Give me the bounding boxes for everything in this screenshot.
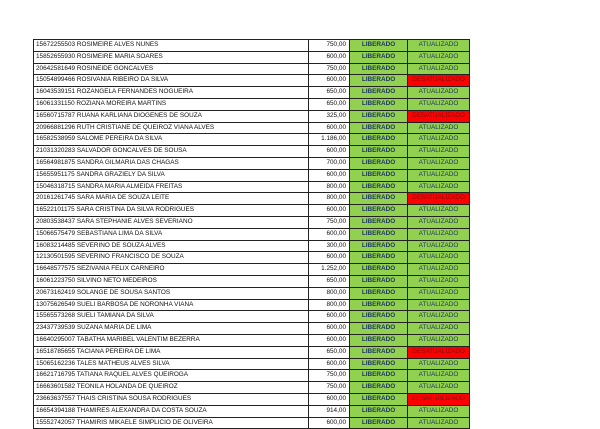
name-cell[interactable]: 16518785655 TACIANA PEREIRA DE LIMA [34, 346, 309, 358]
value-cell[interactable]: 600,00 [309, 122, 350, 134]
status-cell[interactable]: LIBERADO [350, 311, 408, 323]
name-cell[interactable]: 16654394188 THAMIRES ALEXANDRA DA COSTA SOUZA [34, 405, 309, 417]
name-cell[interactable]: 16640295007 TABATHA MARIBEL VALENTIM BEZERRA [34, 334, 309, 346]
value-cell[interactable]: 600,00 [309, 393, 350, 405]
table-row [34, 157, 470, 169]
table-row [34, 146, 470, 158]
name-cell[interactable]: 16621716795 TATIANA RAQUEL ALVES QUEIROGA [34, 370, 309, 382]
value-cell[interactable]: 600,00 [309, 323, 350, 335]
status-cell[interactable]: LIBERADO [350, 275, 408, 287]
status-cell[interactable]: LIBERADO [350, 299, 408, 311]
name-cell[interactable]: 21031320283 SALVADOR GONCALVES DE SOUSA [34, 146, 309, 158]
update-status-cell[interactable]: ATUALIZADO [408, 240, 470, 252]
status-cell[interactable]: LIBERADO [350, 98, 408, 110]
table-row [34, 87, 470, 99]
name-cell[interactable]: 16522101175 SARA CRISTINA DA SILVA RODRIGUES [34, 205, 309, 217]
value-cell[interactable]: 914,00 [309, 405, 350, 417]
status-cell[interactable]: LIBERADO [350, 346, 408, 358]
value-cell[interactable]: 600,00 [309, 311, 350, 323]
status-cell[interactable]: LIBERADO [350, 134, 408, 146]
value-cell[interactable]: 600,00 [309, 169, 350, 181]
update-status-cell[interactable]: DESATUALIZADO [408, 75, 470, 87]
table-row [34, 264, 470, 276]
update-status-cell[interactable]: ATUALIZADO [408, 299, 470, 311]
name-cell[interactable]: 16648577575 SEZIVANIA FELIX CARNEIRO [34, 264, 309, 276]
value-cell[interactable]: 600,00 [309, 358, 350, 370]
value-cell[interactable]: 600,00 [309, 417, 350, 429]
status-cell[interactable]: LIBERADO [350, 40, 408, 52]
table-row [34, 252, 470, 264]
table-row [34, 299, 470, 311]
value-cell[interactable]: 600,00 [309, 75, 350, 87]
name-cell[interactable]: 20161261745 SARA MARIA DE SOUZA LEITE [34, 193, 309, 205]
table-row [34, 216, 470, 228]
update-status-cell[interactable]: ATUALIZADO [408, 382, 470, 394]
name-cell[interactable]: 15065162236 TALES MATHEUS ALVES SILVA [34, 358, 309, 370]
status-cell[interactable]: LIBERADO [350, 393, 408, 405]
status-cell[interactable]: LIBERADO [350, 405, 408, 417]
table-row [34, 63, 470, 75]
status-cell[interactable]: LIBERADO [350, 193, 408, 205]
value-cell[interactable]: 300,00 [309, 240, 350, 252]
update-status-cell[interactable]: ATUALIZADO [408, 287, 470, 299]
update-status-cell[interactable]: ATUALIZADO [408, 98, 470, 110]
name-cell[interactable]: 20673162419 SOLANGE DE SOUSA SANTOS [34, 287, 309, 299]
update-status-cell[interactable]: ATUALIZADO [408, 323, 470, 335]
table-row [34, 323, 470, 335]
name-cell[interactable]: 15066575479 SEBASTIANA LIMA DA SILVA [34, 228, 309, 240]
update-status-cell[interactable]: ATUALIZADO [408, 51, 470, 63]
table-row [34, 98, 470, 110]
table-row [34, 275, 470, 287]
table-row [34, 193, 470, 205]
table-row [34, 334, 470, 346]
name-cell[interactable]: 15552742057 THAMIRIS MIKAELE SIMPLICIO DE OLIVEIRA [34, 417, 309, 429]
value-cell[interactable]: 1.252,00 [309, 264, 350, 276]
name-cell[interactable]: 12130501595 SEVERINO FRANCISCO DE SOUZA [34, 252, 309, 264]
update-status-cell[interactable]: ATUALIZADO [408, 405, 470, 417]
name-cell[interactable]: 15046318715 SANDRA MARIA ALMEIDA FREITAS [34, 181, 309, 193]
update-status-cell[interactable]: ATUALIZADO [408, 252, 470, 264]
name-cell[interactable]: 15672255503 ROSIMEIRE ALVES NUNES [34, 40, 309, 52]
value-cell[interactable]: 325,00 [309, 110, 350, 122]
status-cell[interactable]: LIBERADO [350, 417, 408, 429]
table-row [34, 287, 470, 299]
update-status-cell[interactable]: ATUALIZADO [408, 417, 470, 429]
update-status-cell[interactable]: ATUALIZADO [408, 334, 470, 346]
table-row [34, 370, 470, 382]
table-row [34, 393, 470, 405]
status-cell[interactable]: LIBERADO [350, 240, 408, 252]
name-cell[interactable]: 15852655930 ROSIMEIRE MARIA SOARES [34, 51, 309, 63]
status-cell[interactable]: LIBERADO [350, 63, 408, 75]
table-row [34, 181, 470, 193]
name-cell[interactable]: 23437739539 SUZANA MARIA DE LIMA [34, 323, 309, 335]
update-status-cell[interactable]: DESATUALIZADO [408, 193, 470, 205]
status-cell[interactable]: LIBERADO [350, 334, 408, 346]
table-row [34, 240, 470, 252]
table-row [34, 40, 470, 52]
table-row [34, 51, 470, 63]
table-row [34, 134, 470, 146]
status-cell[interactable]: LIBERADO [350, 228, 408, 240]
status-cell[interactable]: LIBERADO [350, 169, 408, 181]
spreadsheet-body [34, 40, 470, 429]
update-status-cell[interactable]: ATUALIZADO [408, 370, 470, 382]
update-status-cell[interactable]: ATUALIZADO [408, 87, 470, 99]
update-status-cell[interactable]: ATUALIZADO [408, 134, 470, 146]
table-row [34, 122, 470, 134]
table-row [34, 311, 470, 323]
update-status-cell[interactable]: ATUALIZADO [408, 169, 470, 181]
status-cell[interactable]: LIBERADO [350, 75, 408, 87]
spreadsheet-table [33, 39, 470, 429]
status-cell[interactable]: LIBERADO [350, 51, 408, 63]
update-status-cell[interactable]: ATUALIZADO [408, 146, 470, 158]
update-status-cell[interactable]: ATUALIZADO [408, 63, 470, 75]
status-cell[interactable]: LIBERADO [350, 110, 408, 122]
update-status-cell[interactable]: ATUALIZADO [408, 264, 470, 276]
table-row [34, 346, 470, 358]
status-cell[interactable]: LIBERADO [350, 87, 408, 99]
value-cell[interactable]: 600,00 [309, 205, 350, 217]
update-status-cell[interactable]: ATUALIZADO [408, 40, 470, 52]
status-cell[interactable]: LIBERADO [350, 181, 408, 193]
value-cell[interactable]: 700,00 [309, 157, 350, 169]
name-cell[interactable]: 15054899466 ROSIVANIA RIBEIRO DA SILVA [34, 75, 309, 87]
table-row [34, 205, 470, 217]
update-status-cell[interactable]: ATUALIZADO [408, 122, 470, 134]
table-row [34, 75, 470, 87]
name-cell[interactable]: 13075626549 SUELI BARBOSA DE NORONHA VIANA [34, 299, 309, 311]
value-cell[interactable]: 600,00 [309, 51, 350, 63]
name-cell[interactable]: 16564981875 SANDRA GILMARIA DAS CHAGAS [34, 157, 309, 169]
update-status-cell[interactable]: ATUALIZADO [408, 358, 470, 370]
table-row [34, 228, 470, 240]
update-status-cell[interactable]: ATUALIZADO [408, 311, 470, 323]
value-cell[interactable]: 800,00 [309, 287, 350, 299]
table-row [34, 110, 470, 122]
status-cell[interactable]: LIBERADO [350, 216, 408, 228]
value-cell[interactable]: 750,00 [309, 40, 350, 52]
name-cell[interactable]: 16061223750 SILVINO NETO MEDEIROS [34, 275, 309, 287]
value-cell[interactable]: 600,00 [309, 146, 350, 158]
update-status-cell[interactable]: ATUALIZADO [408, 275, 470, 287]
status-cell[interactable]: LIBERADO [350, 370, 408, 382]
status-cell[interactable]: LIBERADO [350, 323, 408, 335]
value-cell[interactable]: 650,00 [309, 275, 350, 287]
update-status-cell[interactable]: ATUALIZADO [408, 228, 470, 240]
table-row [34, 358, 470, 370]
table-row [34, 169, 470, 181]
name-cell[interactable]: 16560715787 RUANA KARLIANA DIOGENES DE SOUZA [34, 110, 309, 122]
name-cell[interactable]: 15655951175 SANDRA GRAZIELY DA SILVA [34, 169, 309, 181]
status-cell[interactable]: LIBERADO [350, 205, 408, 217]
name-cell[interactable]: 20966881296 RUTH CRISTIANE DE QUEIROZ VIANA ALVES [34, 122, 309, 134]
status-cell[interactable]: LIBERADO [350, 264, 408, 276]
update-status-cell[interactable]: ATUALIZADO [408, 205, 470, 217]
table-row [34, 417, 470, 429]
value-cell[interactable]: 750,00 [309, 63, 350, 75]
table-row [34, 405, 470, 417]
value-cell[interactable]: 750,00 [309, 382, 350, 394]
status-cell[interactable]: LIBERADO [350, 252, 408, 264]
name-cell[interactable]: 20642581649 ROSINEIDE GONCALVES [34, 63, 309, 75]
status-cell[interactable]: LIBERADO [350, 122, 408, 134]
name-cell[interactable]: 20803538437 SARA STEPHANIE ALVES SEVERIANO [34, 216, 309, 228]
value-cell[interactable]: 750,00 [309, 216, 350, 228]
table-row [34, 382, 470, 394]
update-status-cell[interactable]: ATUALIZADO [408, 181, 470, 193]
status-cell[interactable]: LIBERADO [350, 146, 408, 158]
value-cell[interactable]: 600,00 [309, 252, 350, 264]
value-cell[interactable]: 800,00 [309, 299, 350, 311]
value-cell[interactable]: 650,00 [309, 346, 350, 358]
name-cell[interactable]: 16043539151 ROZANGELA FERNANDES NOGUEIRA [34, 87, 309, 99]
name-cell[interactable]: 16663601582 TEONILA HOLANDA DE QUEIROZ [34, 382, 309, 394]
value-cell[interactable]: 600,00 [309, 228, 350, 240]
name-cell[interactable]: 15565573268 SUELI TAMIANA DA SILVA [34, 311, 309, 323]
value-cell[interactable]: 800,00 [309, 181, 350, 193]
update-status-cell[interactable]: DESATUALIZADO [408, 393, 470, 405]
status-cell[interactable]: LIBERADO [350, 358, 408, 370]
update-status-cell[interactable]: DESATUALIZADO [408, 346, 470, 358]
update-status-cell[interactable]: ATUALIZADO [408, 216, 470, 228]
name-cell[interactable]: 16582538959 SALOME PEREIRA DA SILVA [34, 134, 309, 146]
update-status-cell[interactable]: DESATUALIZADO [408, 110, 470, 122]
value-cell[interactable]: 650,00 [309, 87, 350, 99]
name-cell[interactable]: 16083214485 SEVERINO DE SOUZA ALVES [34, 240, 309, 252]
name-cell[interactable]: 16061331150 ROZIANA MOREIRA MARTINS [34, 98, 309, 110]
update-status-cell[interactable]: ATUALIZADO [408, 157, 470, 169]
status-cell[interactable]: LIBERADO [350, 157, 408, 169]
value-cell[interactable]: 600,00 [309, 334, 350, 346]
value-cell[interactable]: 800,00 [309, 193, 350, 205]
value-cell[interactable]: 1.186,00 [309, 134, 350, 146]
value-cell[interactable]: 750,00 [309, 370, 350, 382]
status-cell[interactable]: LIBERADO [350, 287, 408, 299]
name-cell[interactable]: 23663637557 THAIS CRISTINA SOUSA RODRIGUES [34, 393, 309, 405]
value-cell[interactable]: 650,00 [309, 98, 350, 110]
status-cell[interactable]: LIBERADO [350, 382, 408, 394]
